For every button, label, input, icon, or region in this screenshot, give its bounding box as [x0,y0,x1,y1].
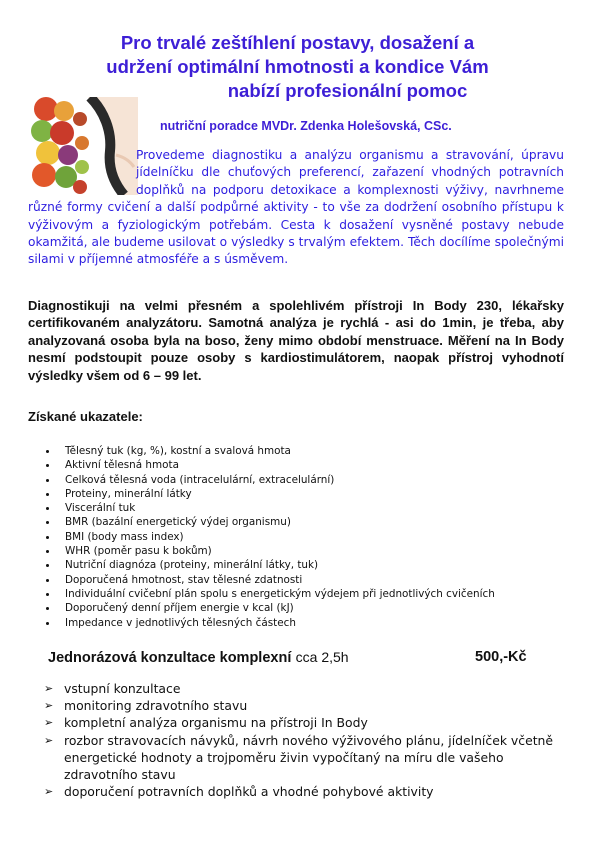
intro-text: Provedeme diagnostiku a analýzu organismu a stravování, úpravu jídelníčku dle chuťových preferencí, zařazení vhodných potravních doplňků na podporu detoxikace a komplexnosti výživy, navrhneme různé formy cvičení a další podpůrné aktivity - to vše za dodržení osobního přístupu k výživovým a fyziologickým potřebám. Cesta k dosažení vysněné postavy nebude okamžitá, ale budeme usilovat o výsledky s trvalým efektem. Těch docílíme společnými silami v příjemné atmosféře a s úsměvem. [28,148,564,267]
arrow-bullet-icon: ➢ [44,733,54,747]
consultation-price-row [48,649,548,666]
indicators-list [46,444,576,630]
arrow-bullet-icon: ➢ [44,699,54,713]
indicator-item: Proteiny, minerální látky [46,487,576,501]
indicator-item: Impedance v jednotlivých tělesných částech [46,616,576,630]
indicator-item: Doporučená hmotnost, stav tělesné zdatnosti [46,573,576,587]
title-line-2: udržení optimální hmotnosti a kondice Vám [106,56,489,77]
service-item [44,783,554,800]
indicators-heading: Získané ukazatele: [28,409,143,424]
consultant-name: nutriční poradce MVDr. Zdenka Holešovská, CSc. [160,119,452,133]
arrow-bullet-icon: ➢ [44,785,54,799]
services-list [44,680,554,800]
photo-spacer [28,147,136,199]
service-item [44,697,554,714]
intro-paragraph [28,147,564,269]
title-line-3: nabízí profesionální pomoc [227,80,468,101]
indicator-item: Aktivní tělesná hmota [46,458,576,472]
consultation-name: Jednorázová konzultace komplexní [48,650,292,666]
page-title [40,31,555,103]
service-text: rozbor stravovacích návyků, návrh nového výživového plánu, jídelníček včetně energetické hodnoty a trojpoměru živin vypočítaný na míru dle vašeho zdravotního stavu [64,732,554,783]
service-text: doporučení potravních doplňků a vhodné pohybové aktivity [64,784,434,800]
indicator-item: Individuální cvičební plán spolu s energetickým výdejem při jednotlivých cvičeních [46,587,576,601]
indicator-item: Nutriční diagnóza (proteiny, minerální látky, tuk) [46,558,576,572]
indicator-item: Viscerální tuk [46,501,576,515]
diagnostics-paragraph: Diagnostikuji na velmi přesném a spolehlivém přístroji In Body 230, lékařsky certifikovaném analyzátoru. Samotná analýza je rychlá - asi do 1min, je třeba, aby analyzovaná osoba byla na boso, ženy mimo období menstruace. Měření na In Body nesmí podstoupit pouze osoby s kardiostimulátorem, naopak přístroj vyhodnotí výsledky všem od 6 – 99 let. [28,298,564,383]
arrow-bullet-icon: ➢ [44,716,54,730]
indicator-item: Tělesný tuk (kg, %), kostní a svalová hmota [46,444,576,458]
indicator-item: WHR (poměr pasu k bokům) [46,544,576,558]
indicator-item: Celková tělesná voda (intracelulární, extracelulární) [46,473,576,487]
service-text: monitoring zdravotního stavu [64,698,248,714]
consultation-duration: cca 2,5h [295,649,349,665]
title-line-1: Pro trvalé zeštíhlení postavy, dosažení a [120,32,475,53]
indicator-item: Doporučený denní příjem energie v kcal (kJ) [46,601,576,615]
service-item [44,732,554,784]
service-item [44,714,554,731]
indicator-item: BMI (body mass index) [46,530,576,544]
service-text: vstupní konzultace [64,681,181,696]
arrow-bullet-icon: ➢ [44,682,54,695]
consultation-price: 500,-Kč [475,649,527,665]
service-text: kompletní analýza organismu na přístroji In Body [64,715,368,731]
service-item [44,680,554,697]
indicator-item: BMR (bazální energetický výdej organismu) [46,515,576,529]
